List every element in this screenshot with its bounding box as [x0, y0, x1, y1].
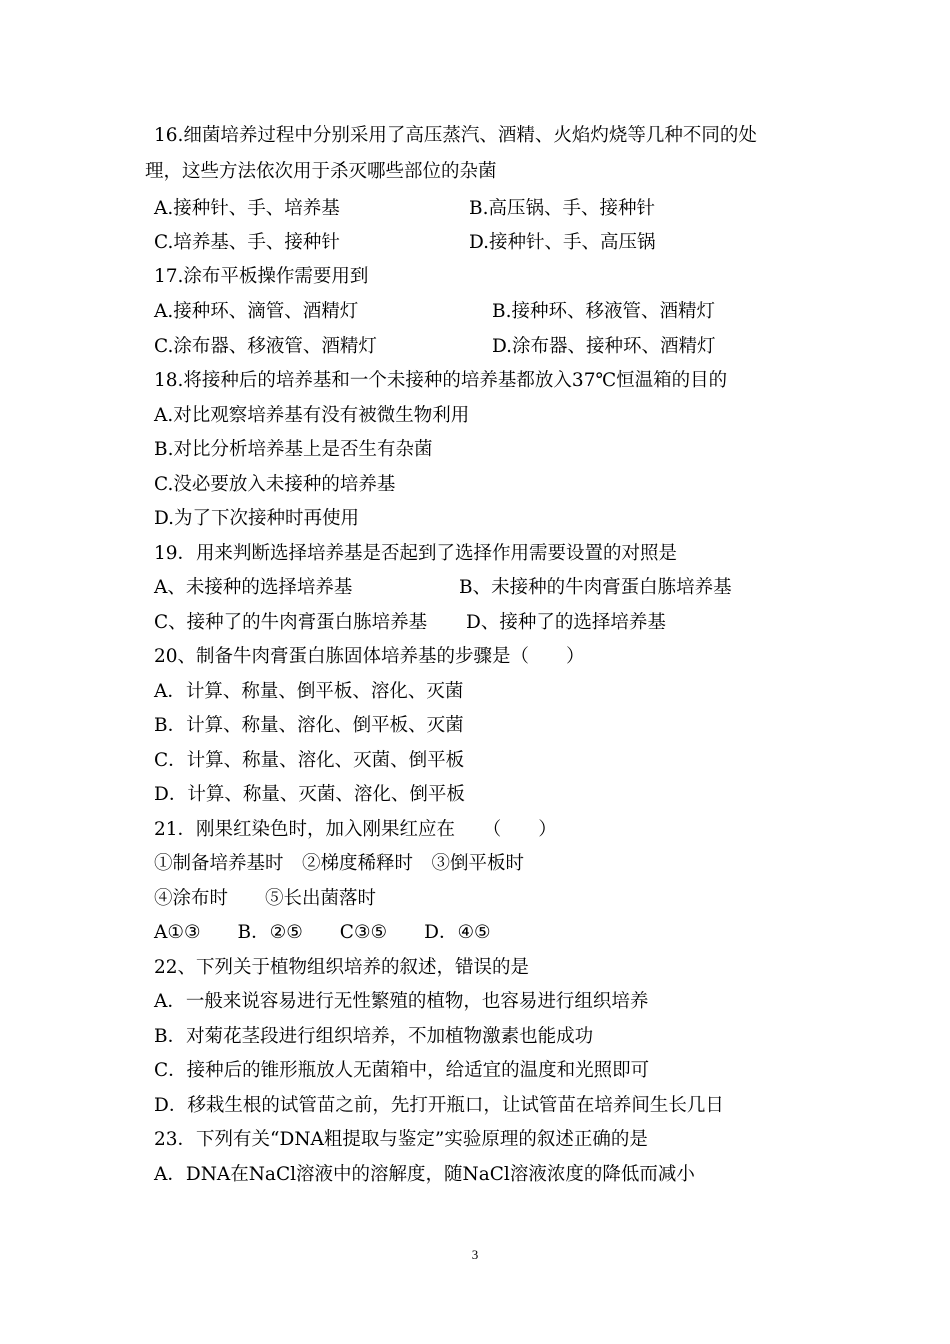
- q18-stem: 18.将接种后的培养基和一个未接种的培养基都放入37℃恒温箱的目的: [154, 370, 728, 391]
- q17-stem: 17.涂布平板操作需要用到: [154, 266, 369, 287]
- q16-option-c: C.培养基、手、接种针: [154, 232, 340, 253]
- q18-option-d: D.为了下次接种时再使用: [154, 508, 360, 529]
- q23-option-a: A．DNA在NaCl溶液中的溶解度，随NaCl溶液浓度的降低而减小: [154, 1164, 695, 1185]
- q17-option-d: D.涂布器、接种环、酒精灯: [492, 336, 716, 357]
- q20-option-c: C．计算、称量、溶化、灭菌、倒平板: [154, 750, 465, 771]
- q18-option-a: A.对比观察培养基有没有被微生物利用: [154, 405, 470, 426]
- q19-option-a: A、未接种的选择培养基: [154, 577, 353, 598]
- q16-option-b: B.高压锅、手、接种针: [469, 198, 655, 219]
- q19-option-b: B、未接种的牛肉膏蛋白胨培养基: [459, 577, 732, 598]
- q22-option-a: A．一般来说容易进行无性繁殖的植物，也容易进行组织培养: [154, 991, 649, 1012]
- q21-stem: 21．刚果红染色时，加入刚果红应在 （ ）: [154, 819, 557, 840]
- q22-option-d: D．移栽生根的试管苗之前，先打开瓶口，让试管苗在培养间生长几日: [154, 1095, 724, 1116]
- q20-option-d: D．计算、称量、灭菌、溶化、倒平板: [154, 784, 465, 805]
- q17-option-b: B.接种环、移液管、酒精灯: [492, 301, 715, 322]
- q21-options: A①③ B．②⑤ C③⑤ D．④⑤: [154, 922, 491, 943]
- q22-option-c: C．接种后的锥形瓶放人无菌箱中，给适宜的温度和光照即可: [154, 1060, 650, 1081]
- q20-option-b: B．计算、称量、溶化、倒平板、灭菌: [154, 715, 464, 736]
- q18-option-c: C.没必要放入未接种的培养基: [154, 474, 396, 495]
- q18-option-b: B.对比分析培养基上是否生有杂菌: [154, 439, 433, 460]
- q16-stem-line2: 理，这些方法依次用于杀灭哪些部位的杂菌: [145, 161, 497, 182]
- q20-option-a: A．计算、称量、倒平板、溶化、灭菌: [154, 681, 464, 702]
- q22-stem: 22、下列关于植物组织培养的叙述，错误的是: [154, 957, 530, 978]
- q16-option-d: D.接种针、手、高压锅: [469, 232, 656, 253]
- q19-option-d: D、接种了的选择培养基: [466, 612, 666, 633]
- q21-items-line1: ①制备培养基时 ②梯度稀释时 ③倒平板时: [154, 853, 525, 874]
- q17-option-c: C.涂布器、移液管、酒精灯: [154, 336, 377, 357]
- q16-option-a: A.接种针、手、培养基: [154, 198, 340, 219]
- q21-items-line2: ④涂布时 ⑤长出菌落时: [154, 888, 377, 909]
- q20-stem: 20、制备牛肉膏蛋白胨固体培养基的步骤是（ ）: [154, 646, 585, 667]
- q23-stem: 23．下列有关“DNA粗提取与鉴定”实验原理的叙述正确的是: [154, 1129, 648, 1150]
- page-number: 3: [471, 1247, 479, 1262]
- q19-stem: 19．用来判断选择培养基是否起到了选择作用需要设置的对照是: [154, 543, 678, 564]
- q17-option-a: A.接种环、滴管、酒精灯: [154, 301, 359, 322]
- q19-option-c: C、接种了的牛肉膏蛋白胨培养基: [154, 612, 428, 633]
- q22-option-b: B．对菊花茎段进行组织培养，不加植物激素也能成功: [154, 1026, 594, 1047]
- q16-stem-line1: 16.细菌培养过程中分别采用了高压蒸汽、酒精、火焰灼烧等几种不同的处: [154, 125, 757, 146]
